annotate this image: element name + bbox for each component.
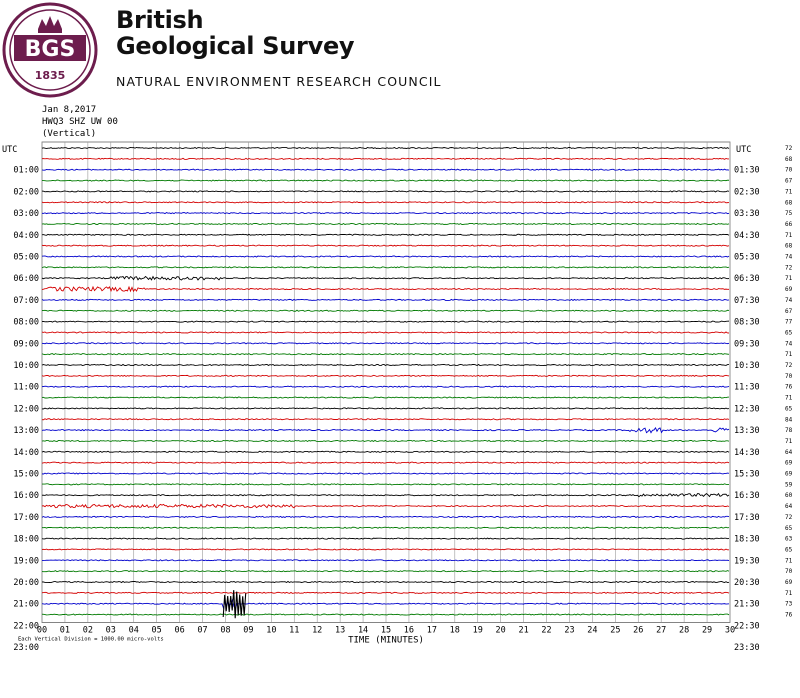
right-hour-label: 18:30	[734, 534, 760, 545]
minute-tick-label: 11	[289, 625, 300, 636]
right-scale-value: 74	[785, 253, 793, 261]
left-hour-label: 23:00	[13, 643, 39, 654]
left-hour-label: 07:00	[13, 295, 39, 306]
logo-text: BGS	[24, 37, 76, 62]
left-hour-label: 12:00	[13, 404, 39, 415]
right-hour-label: 06:30	[734, 274, 760, 285]
right-scale-value: 65	[785, 524, 793, 532]
trace-line	[42, 180, 729, 181]
station-code: HWQ3 SHZ UW 00	[42, 117, 118, 127]
right-scale-value: 84	[785, 416, 793, 424]
left-hour-label: 13:00	[13, 426, 39, 437]
axis-labels	[2, 145, 793, 653]
left-hour-label: 20:00	[13, 578, 39, 588]
right-scale-value: 67	[785, 307, 793, 315]
trace-line	[42, 202, 729, 203]
trace-line	[42, 245, 729, 246]
left-hour-label: 02:00	[13, 187, 39, 198]
left-hour-label: 10:00	[13, 361, 39, 371]
right-hour-label: 07:30	[734, 295, 760, 306]
right-scale-value: 71	[785, 231, 793, 239]
brand-name-line2: Geological Survey	[116, 32, 355, 60]
right-hour-label: 02:30	[734, 187, 760, 198]
right-scale-value: 74	[785, 296, 793, 304]
right-scale-value: 72	[785, 513, 793, 521]
right-scale-value: 69	[785, 286, 793, 294]
right-scale-value: 64	[785, 448, 793, 456]
trace-line	[42, 354, 729, 355]
trace-line	[42, 527, 729, 528]
left-hour-label: 22:00	[13, 621, 39, 632]
left-hour-label: 03:00	[13, 209, 39, 220]
trace-line	[42, 600, 729, 609]
trace-line	[42, 213, 729, 214]
right-scale-value: 71	[785, 437, 793, 445]
right-scale-value: 78	[785, 427, 793, 435]
minute-tick-label: 20	[495, 625, 506, 636]
minute-tick-label: 00	[36, 625, 48, 636]
trace-line	[42, 287, 729, 291]
right-hour-label: 14:30	[734, 447, 760, 458]
right-scale-value: 67	[785, 177, 793, 185]
right-scale-value: 69	[785, 579, 793, 586]
minute-tick-label: 21	[518, 625, 529, 636]
minute-tick-label: 08	[220, 625, 231, 636]
left-hour-label: 14:00	[13, 447, 39, 458]
minute-tick-label: 24	[587, 625, 598, 636]
right-hour-label: 20:30	[734, 578, 760, 588]
trace-line	[42, 560, 729, 561]
trace-line	[42, 473, 729, 474]
minute-tick-label: 26	[633, 625, 644, 636]
left-hour-label: 08:00	[13, 317, 39, 328]
right-scale-value: 72	[785, 264, 793, 272]
right-hour-label: 09:30	[734, 339, 760, 350]
trace-line	[42, 494, 729, 497]
right-scale-value: 73	[785, 600, 793, 608]
trace-line	[42, 451, 729, 452]
minute-tick-label: 18	[449, 625, 460, 636]
trace-line	[42, 234, 729, 235]
record-date: Jan 8,2017	[42, 105, 97, 115]
left-hour-label: 09:00	[13, 339, 39, 350]
right-scale-value: 64	[785, 503, 793, 511]
right-scale-value: 70	[785, 568, 793, 576]
trace-line	[42, 267, 729, 268]
right-hour-label: 13:30	[734, 426, 760, 437]
right-hour-label: 17:30	[734, 512, 760, 523]
right-scale-value: 71	[785, 351, 793, 359]
right-hour-label: 21:30	[734, 599, 760, 610]
right-hour-label: 05:30	[734, 252, 760, 263]
left-hour-label: 17:00	[13, 512, 39, 523]
right-scale-value: 71	[785, 188, 793, 196]
right-hour-label: 19:30	[734, 556, 760, 567]
trace-line	[42, 169, 729, 170]
minute-tick-label: 27	[656, 625, 667, 636]
minute-tick-label: 28	[679, 625, 690, 636]
trace-line	[42, 581, 729, 582]
trace-line	[42, 428, 729, 433]
minute-tick-label: 12	[312, 625, 323, 636]
right-scale-value: 70	[785, 372, 793, 380]
trace-line	[42, 538, 729, 539]
right-scale-value: 65	[785, 405, 793, 413]
trace-line	[42, 364, 729, 365]
right-scale-value: 75	[785, 210, 793, 218]
right-hour-label: 10:30	[734, 361, 760, 371]
right-hour-label: 23:30	[734, 643, 760, 654]
minute-tick-label: 13	[335, 625, 346, 636]
right-hour-label: 04:30	[734, 230, 760, 241]
trace-line	[42, 462, 729, 463]
right-hour-label: 01:30	[734, 165, 760, 176]
right-hour-label: 16:30	[734, 491, 760, 502]
minute-gridlines	[42, 142, 730, 623]
left-hour-label: 16:00	[13, 491, 39, 502]
right-scale-value: 70	[785, 166, 793, 174]
trace-line	[42, 571, 729, 572]
right-scale-value: 65	[785, 329, 793, 337]
trace-line	[42, 375, 729, 376]
right-scale-value: 72	[785, 145, 793, 152]
right-scale-value: 59	[785, 481, 793, 489]
left-hour-label: 04:00	[13, 230, 39, 241]
brand-name-line1: British	[116, 6, 204, 34]
trace-line	[42, 386, 729, 387]
right-scale-value: 68	[785, 242, 793, 250]
trace-line	[42, 397, 729, 398]
trace-line	[42, 299, 729, 300]
right-scale-value: 76	[785, 383, 793, 391]
minute-tick-label: 15	[380, 625, 392, 636]
trace-line	[42, 592, 729, 593]
minute-tick-label: 25	[610, 625, 621, 636]
trace-line	[42, 158, 729, 159]
minute-tick-label: 03	[105, 625, 116, 636]
minute-tick-label: 23	[564, 625, 575, 636]
left-utc-header: UTC	[2, 145, 18, 155]
right-scale-value: 74	[785, 340, 793, 348]
right-scale-value: 72	[785, 362, 793, 369]
trace-line	[42, 276, 729, 280]
left-hour-label: 15:00	[13, 469, 39, 480]
minute-tick-label: 30	[724, 625, 736, 636]
minute-tick-label: 22	[541, 625, 552, 636]
component-label: (Vertical)	[42, 129, 97, 139]
right-scale-value: 71	[785, 275, 793, 283]
right-scale-value: 63	[785, 535, 793, 543]
left-hour-label: 11:00	[13, 382, 39, 393]
seismic-traces	[42, 147, 729, 618]
left-hour-label: 21:00	[13, 599, 39, 610]
right-scale-value: 65	[785, 546, 793, 554]
minute-tick-label: 29	[701, 625, 713, 636]
left-hour-label: 01:00	[13, 165, 39, 176]
trace-line	[42, 256, 729, 257]
right-scale-value: 68	[785, 199, 793, 207]
right-hour-label: 15:30	[734, 469, 760, 480]
trace-line	[42, 549, 729, 550]
minute-tick-label: 07	[197, 625, 208, 636]
right-hour-label: 11:30	[734, 382, 760, 393]
minute-tick-label: 19	[472, 625, 483, 636]
right-scale-value: 71	[785, 394, 793, 402]
minute-tick-label: 01	[59, 625, 71, 636]
council-name: NATURAL ENVIRONMENT RESEARCH COUNCIL	[116, 74, 442, 89]
left-hour-label: 18:00	[13, 534, 39, 545]
right-scale-value: 60	[785, 492, 793, 500]
trace-line	[42, 332, 729, 333]
trace-line	[42, 321, 729, 322]
right-utc-header: UTC	[736, 145, 752, 155]
logo-year: 1835	[34, 69, 66, 82]
minute-tick-label: 06	[174, 625, 185, 636]
left-hour-label: 06:00	[13, 274, 39, 285]
minute-tick-label: 10	[266, 625, 277, 636]
trace-line	[42, 343, 729, 344]
left-hour-label: 05:00	[13, 252, 39, 263]
right-scale-value: 71	[785, 589, 793, 597]
x-axis-title: TIME (MINUTES)	[348, 635, 424, 646]
trace-line	[42, 516, 729, 517]
trace-line	[42, 223, 729, 224]
minute-tick-label: 02	[82, 625, 93, 636]
right-hour-label: 08:30	[734, 317, 760, 328]
minute-tick-label: 04	[128, 625, 139, 636]
minute-tick-label: 09	[243, 625, 254, 636]
right-hour-label: 22:30	[734, 621, 760, 632]
minute-tick-label: 05	[151, 625, 162, 636]
trace-line	[42, 310, 729, 311]
right-scale-value: 66	[785, 220, 793, 228]
trace-line	[42, 147, 729, 148]
right-hour-label: 03:30	[734, 209, 760, 220]
right-scale-value: 71	[785, 557, 793, 565]
trace-line	[42, 484, 729, 485]
trace-line	[42, 419, 729, 420]
trace-line	[42, 504, 729, 507]
division-note: Each Vertical Division = 1000.00 micro-volts	[18, 636, 164, 643]
minute-tick-label: 16	[403, 625, 415, 636]
trace-line	[42, 440, 729, 441]
minute-tick-label: 17	[426, 625, 437, 636]
right-scale-value: 69	[785, 470, 793, 478]
right-scale-value: 76	[785, 611, 793, 619]
right-hour-label: 12:30	[734, 404, 760, 415]
minute-tick-label: 14	[357, 625, 369, 636]
trace-line	[42, 614, 729, 615]
left-hour-label: 19:00	[13, 556, 39, 567]
trace-line	[42, 191, 729, 192]
right-scale-value: 69	[785, 459, 793, 467]
right-scale-value: 77	[785, 318, 793, 326]
trace-line	[42, 408, 729, 409]
right-scale-value: 68	[785, 155, 793, 163]
quake-spike	[223, 590, 246, 618]
